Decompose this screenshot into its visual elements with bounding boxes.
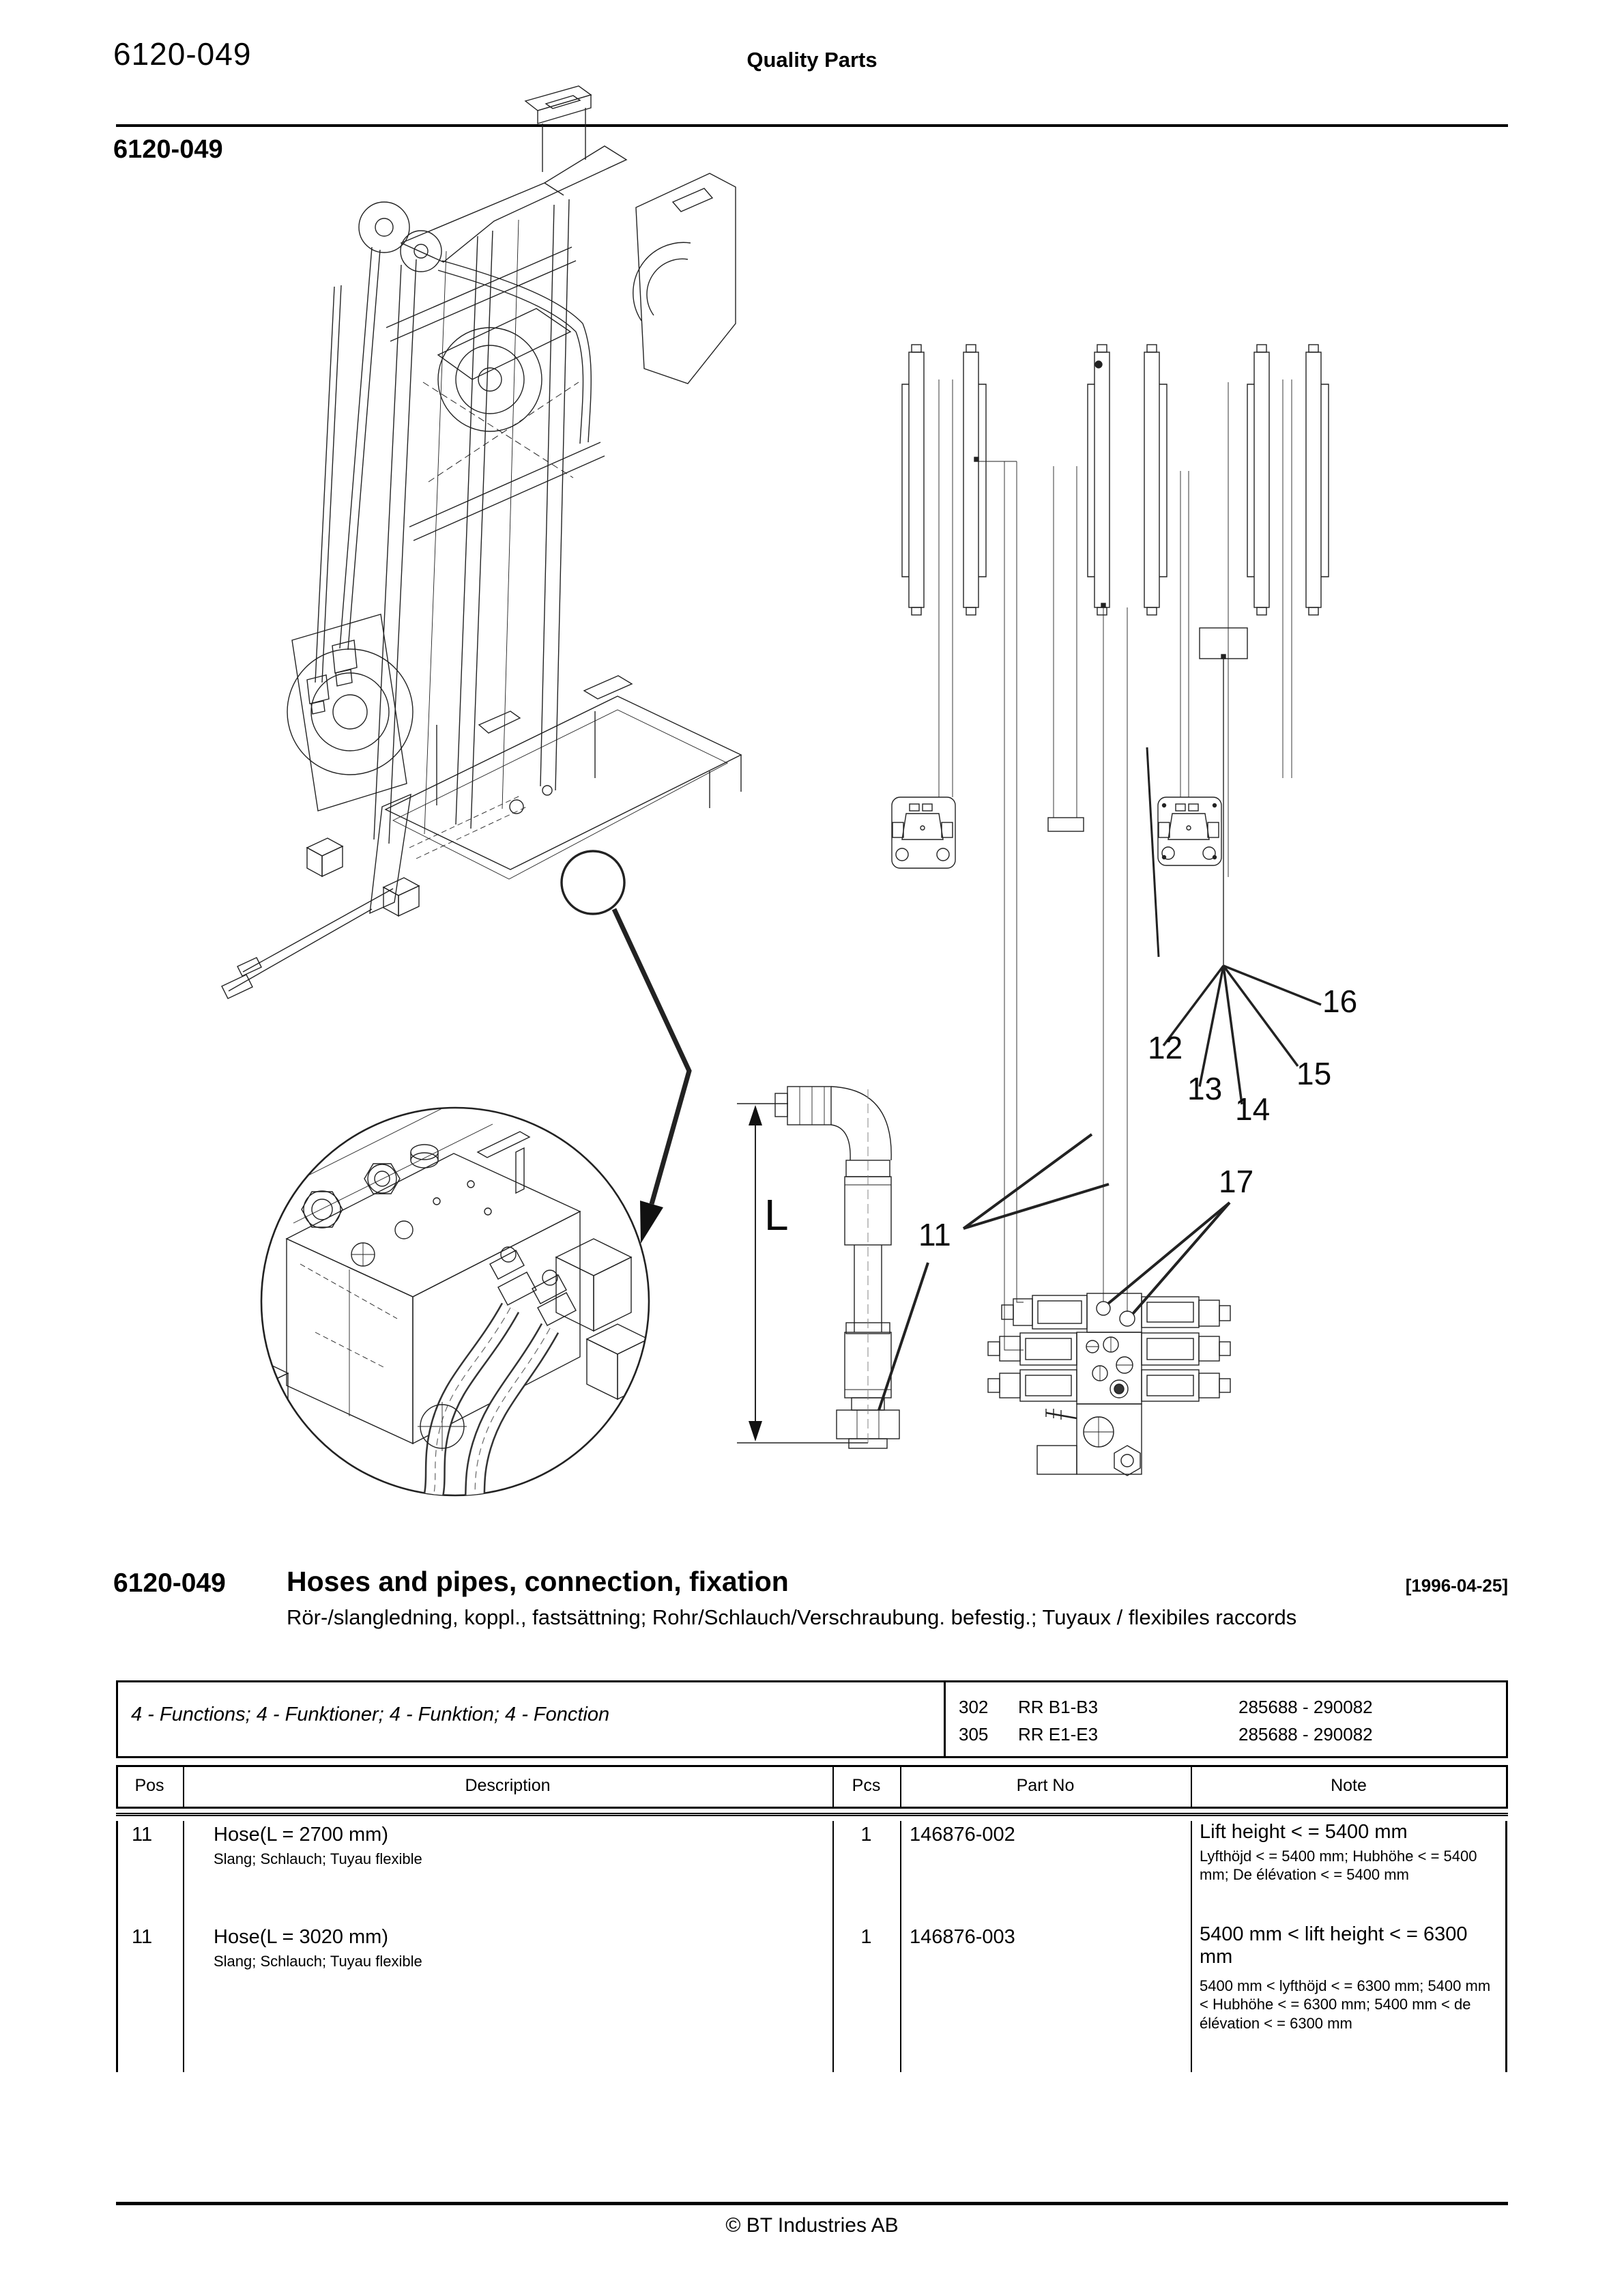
column-divider [832,1765,834,1809]
col-header-pcs: Pcs [852,1776,881,1795]
row-description: Hose(L = 2700 mm) [214,1824,389,1846]
section-doc-number: 6120-049 [113,135,223,164]
row-note: Lift height < = 5400 mm [1200,1821,1408,1843]
mast-drawing [222,86,741,999]
column-divider [1191,1765,1192,1809]
column-divider [183,1765,184,1809]
col-header-pos: Pos [134,1776,164,1795]
row-note-sub: 5400 mm < lyfthöjd < = 6300 mm; 5400 mm < Hubhöhe < = 6300 mm; 5400 mm < de élévation < = 6300 mm [1200,1977,1491,2032]
header-double-rule [116,1813,1508,1816]
row-pcs: 1 [860,1824,872,1846]
table-border [183,1821,184,2072]
column-divider [900,1765,901,1809]
section-subtitle: Rör-/slangledning, koppl., fastsättning; Rohr/Schlauch/Verschraubung. befestig.; Tuyaux / flexibiles raccords [287,1605,1297,1629]
page-doc-number: 6120-049 [113,36,252,72]
row-pos: 11 [132,1824,153,1846]
row-part-no: 146876-002 [910,1824,1015,1846]
section-number: 6120-049 [113,1568,226,1598]
leader-lines [879,966,1321,1410]
col-header-part-no: Part No [1016,1776,1075,1795]
detail-reference-arrow [562,851,689,1244]
functions-divider [944,1680,946,1758]
footer-rule [116,2202,1508,2205]
callout-14: 14 [1235,1091,1271,1127]
callout-12: 12 [1148,1030,1183,1065]
table-border [116,1821,118,2072]
page-title: Quality Parts [746,48,878,72]
row-note-sub: Lyfthöjd < = 5400 mm; Hubhöhe < = 5400 mm; De élévation < = 5400 mm [1200,1848,1477,1884]
row-description-sub: Slang; Schlauch; Tuyau flexible [214,1850,422,1867]
section-title: Hoses and pipes, connection, fixation [287,1566,789,1597]
col-header-note: Note [1331,1776,1367,1795]
valve-block [988,1293,1230,1476]
serial-code: 305 [959,1724,989,1745]
table-border [1191,1821,1192,2072]
hose-drawing [737,1087,899,1448]
row-part-no: 146876-003 [910,1926,1015,1948]
callout-16: 16 [1322,984,1358,1019]
row-note: 5400 mm < lift height < = 6300 mm [1200,1923,1468,1968]
section-date: [1996-04-25] [1405,1575,1508,1596]
serial-code: 302 [959,1697,989,1717]
serial-range: 285688 - 290082 [1238,1697,1373,1717]
table-border [1505,1821,1507,2072]
footer-copyright: © BT Industries AB [725,2214,899,2237]
detail-circle [197,1093,649,1534]
row-pos: 11 [132,1926,153,1948]
functions-header: 4 - Functions; 4 - Funktioner; 4 - Funktion; 4 - Fonction [131,1704,610,1725]
serial-variant: RR B1-B3 [1018,1697,1099,1717]
serial-range: 285688 - 290082 [1238,1724,1373,1745]
table-border [900,1821,901,2072]
row-pcs: 1 [860,1926,872,1948]
callout-11: 11 [918,1217,951,1252]
callout-15: 15 [1296,1056,1332,1091]
callout-13: 13 [1187,1071,1223,1106]
piping-diagram [892,345,1332,1350]
col-header-description: Description [465,1776,551,1795]
serial-variant: RR E1-E3 [1018,1724,1099,1745]
callout-17: 17 [1219,1164,1254,1199]
dimension-label-L: L [764,1190,789,1239]
row-description-sub: Slang; Schlauch; Tuyau flexible [214,1953,422,1970]
row-description: Hose(L = 3020 mm) [214,1926,389,1948]
